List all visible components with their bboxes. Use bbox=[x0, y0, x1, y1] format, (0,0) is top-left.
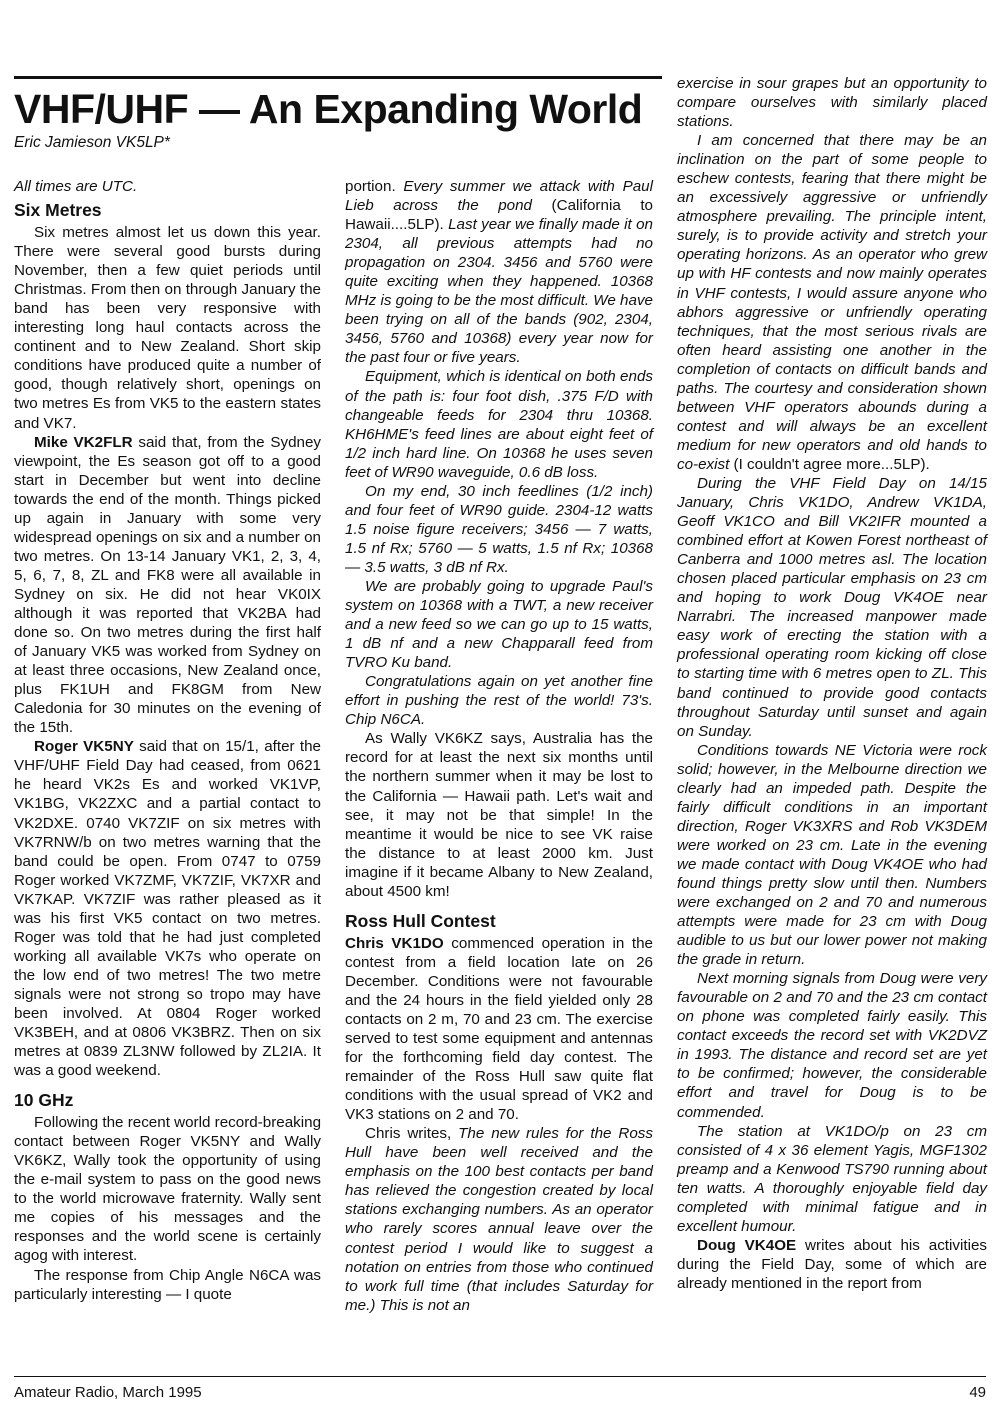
quote-paragraph: Conditions towards NE Victoria were rock solid; however, in the Melbourne direction we clearly had an impeded path. Despite the fairly difficult conditions in an important direction, Roger VK3XRS and Rob VK3DEM were worked on 23 cm. Late in the evening we made contact with Doug VK4OE who had found things pretty slow until then. Numbers were exchanged on 2 and 70 and numerous attempts were made for 23 cm with Doug audible to us but our lower power not making the grade in return. bbox=[677, 741, 987, 969]
paragraph bbox=[345, 177, 653, 367]
column-3 bbox=[677, 74, 987, 1293]
quote-text: Last year we finally made it on 2304, all previous attempts had no propagation on 2304. 3456 and 5760 were quite exciting when they happened. 10368 MHz is going to be the most difficult. We have been trying on all of the bands (902, 2304, 3456, 5760 and 10368) every year now for the past four or five years. bbox=[345, 216, 653, 367]
paragraph: Following the recent world record-breaking contact between Roger VK5NY and Wally VK6KZ, Wally took the opportunity of using the e-mail system to pass on the good news to the world microwave fraternity. Wally sent me copies of his messages and the responses and the world scene is certainly agog with interest. bbox=[14, 1114, 322, 1265]
paragraph bbox=[345, 934, 653, 1124]
editor-note: (California to Hawaii....5LP). bbox=[345, 197, 653, 234]
quote-paragraph: We are probably going to upgrade Paul's system on 10368 with a TWT, a new receiver and a new feed so we can go up to 15 watts, 1 dB nf and a new Chapparall feed from TVRO Ku band. bbox=[345, 577, 653, 672]
paragraph: As Wally VK6KZ says, Australia has the record for at least the next six months until the northern summer when it may be lost to the California — Hawaii path. Let's wait and see, it may not be that simple! In the meantime it would be nice to see VK raise the distance to at least 2000 km. Just imagine if it became Albany to New Zealand, about 4500 km! bbox=[345, 730, 653, 900]
footer-rule bbox=[14, 1376, 986, 1377]
paragraph-text: said that, from the Sydney viewpoint, the Es season got off to a good start in December but went into decline towards the end of the month. Things picked up again in January with some very widespread openings on six and a number on two metres. On 13-14 January VK1, 2, 3, 4, 5, 6, 7, 8, ZL and FK8 were all available in Sydney on six. He did not hear VK0IX although it was reported that VK2BA had done so. On two metres during the first half of January VK5 was worked from Sydney on at least three occasions, New Zealand once, plus FK1UH and FK8GM from New Caledonia for 30 minutes on the evening of the 15th. bbox=[14, 433, 321, 737]
quote-paragraph: The station at VK1DO/p on 23 cm consisted of 4 x 36 element Yagis, MGF1302 preamp and a Kenwood TS790 running about ten watts. A thoroughly enjoyable field day completed with minimal fatigue and in excellent humour. bbox=[677, 1122, 987, 1235]
paragraph-text: commenced operation in the contest from a field location late on 26 December. Conditions were not favourable and the 24 hours in the field yielded only 28 contacts on 2 m, 70 and 23 cm. The exercise served to test some equipment and antennas for the forthcoming field day contest. The remainder of the Ross Hull saw quite flat conditions with the usual spread of VK2 and VK3 stations on 2 and 70. bbox=[345, 934, 653, 1124]
callsign-lead: Doug VK4OE bbox=[697, 1236, 797, 1254]
paragraph: Six metres almost let us down this year. There were several good bursts during November, then a few quiet periods until Christmas. From then on through January the band has been very responsive with interesting long haul contacts across the continent and to New Zealand. Short skip conditions have produced quite a number of good, though relatively short, openings on two metres Es from VK5 to the eastern states and VK7. bbox=[14, 224, 321, 432]
callsign-lead: Roger VK5NY bbox=[34, 738, 134, 756]
heading-ross-hull-contest: Ross Hull Contest bbox=[345, 910, 496, 931]
paragraph bbox=[345, 1124, 653, 1314]
article-byline: Eric Jamieson VK5LP* bbox=[14, 134, 170, 151]
column-1 bbox=[14, 177, 321, 1304]
quote-paragraph: On my end, 30 inch feedlines (1/2 inch) and four feet of WR90 guide. 2304-12 watts 1.5 noise figure receivers; 3456 — 7 watts, 1.5 nf Rx; 5760 — 5 watts, 1.5 nf Rx; 10368 — 3.5 watts, 3 dB nf Rx. bbox=[345, 482, 653, 576]
column-2 bbox=[345, 177, 653, 1315]
paragraph: The response from Chip Angle N6CA was particularly interesting — I quote bbox=[14, 1266, 321, 1303]
quote-text: The new rules for the Ross Hull have been well received and the emphasis on the 100 best contacts per band has relieved the congestion created by local stations exchanging numbers. As an operator who rarely scores annual leave over the contest period I would like to suggest a notation on entries from those who continued to work full time (that includes Saturday for me.) This is not an bbox=[345, 1125, 653, 1314]
callsign-lead: Chris VK1DO bbox=[345, 934, 444, 952]
heading-six-metres: Six Metres bbox=[14, 200, 102, 221]
quote-paragraph: Equipment, which is identical on both ends of the path is: four foot dish, .375 F/D with changeable feeds for 2304 thru 10368. KH6HME's feed lines are about eight feet of 1/2 inch hard line. On 10368 he uses seven feet of WR90 waveguide, 0.6 dB loss. bbox=[345, 368, 653, 481]
paragraph bbox=[677, 1236, 987, 1293]
paragraph bbox=[14, 433, 321, 738]
quote-paragraph: Congratulations again on yet another fine effort in pushing the rest of the world! 73's. Chip N6CA. bbox=[345, 673, 653, 729]
paragraph-text: writes about his activities during the Field Day, some of which are already mentioned in the report from bbox=[677, 1236, 987, 1292]
intro-note: All times are UTC. bbox=[14, 178, 138, 195]
quote-paragraph: During the VHF Field Day on 14/15 January, Chris VK1DO, Andrew VK1DA, Geoff VK1CO and Bill VK2IFR mounted a combined effort at Kowen Forest northeast of Canberra and 1000 metres asl. The location chosen placed particular emphasis on 23 cm and hoping to work Doug VK4OE near Narrabri. The increased manpower made easy work of erecting the station with a professional operating room kicking off close to starting time with 6 metres open to ZL. This band continued to provide good contacts throughout Saturday until sunset and again on Sunday. bbox=[677, 474, 987, 740]
page-number: 49 bbox=[969, 1384, 986, 1401]
footer-publication: Amateur Radio, March 1995 bbox=[14, 1384, 202, 1401]
quote-text: I am concerned that there may be an inclination on the part of some people to eschew contests, fearing that there might be an excessively aggressive or unfriendly atmosphere prevailing. The principle intent, surely, is to provide activity and stretch your operating horizons. As an operator who grew up with HF contests and now mainly operates in VHF contests, I would assure anyone who abhors aggressive or unfriendly operating techniques, that the most serious rivals are often heard assisting one another in the completion of contacts on difficult bands and paths. The courtesy and consideration shown between VHF operators abounds during a contest and will always be an excellent medium for new operators and old hands to co-exist bbox=[677, 132, 987, 473]
quote-text: Every summer we attack with Paul Lieb across the pond bbox=[345, 178, 653, 215]
paragraph bbox=[677, 131, 987, 474]
quote-paragraph: Next morning signals from Doug were very favourable on 2 and 70 and the 23 cm contact on phone was completed fairly easily. This contact exceeds the record set with VK2DVZ in 1993. The distance and record set are yet to be confirmed; however, the considerable effort and travel for Doug is to be commended. bbox=[677, 970, 987, 1121]
paragraph-text: portion. bbox=[345, 178, 404, 195]
editor-note: (I couldn't agree more...5LP). bbox=[729, 455, 930, 473]
title-rule bbox=[14, 76, 662, 79]
paragraph-text: said that on 15/1, after the VHF/UHF Field Day had ceased, from 0621 he heard VK2s Es and worked VK1VP, VK1BG, VK2ZXC and a partial contact to VK2DXE. 0740 VK7ZIF on six metres with VK7RNW/b on two metres warning that the band could be open. From 0747 to 0759 Roger worked VK7ZMF, VK7ZIF, VK7XR and VK7KAP. VK7ZIF was rather pleased as it was his first VK5 contact on two metres. Roger was told that he had just completed working all available VK7s who operate on the low end of two metres! The two metre signals were not strong so tropo may have been involved. At 0804 Roger worked VK3BEH, and at 0806 VK3BRZ. Then on six metres at 0839 ZL3NW followed by ZL2IA. It was a good weekend. bbox=[14, 738, 321, 1080]
article-title: VHF/UHF — An Expanding World bbox=[14, 86, 643, 132]
paragraph-text: Chris writes, bbox=[365, 1125, 459, 1143]
paragraph bbox=[14, 737, 321, 1080]
heading-10-ghz: 10 GHz bbox=[14, 1090, 74, 1111]
callsign-lead: Mike VK2FLR bbox=[34, 433, 133, 451]
quote-paragraph: exercise in sour grapes but an opportunity to compare ourselves with similarly placed stations. bbox=[677, 75, 987, 131]
